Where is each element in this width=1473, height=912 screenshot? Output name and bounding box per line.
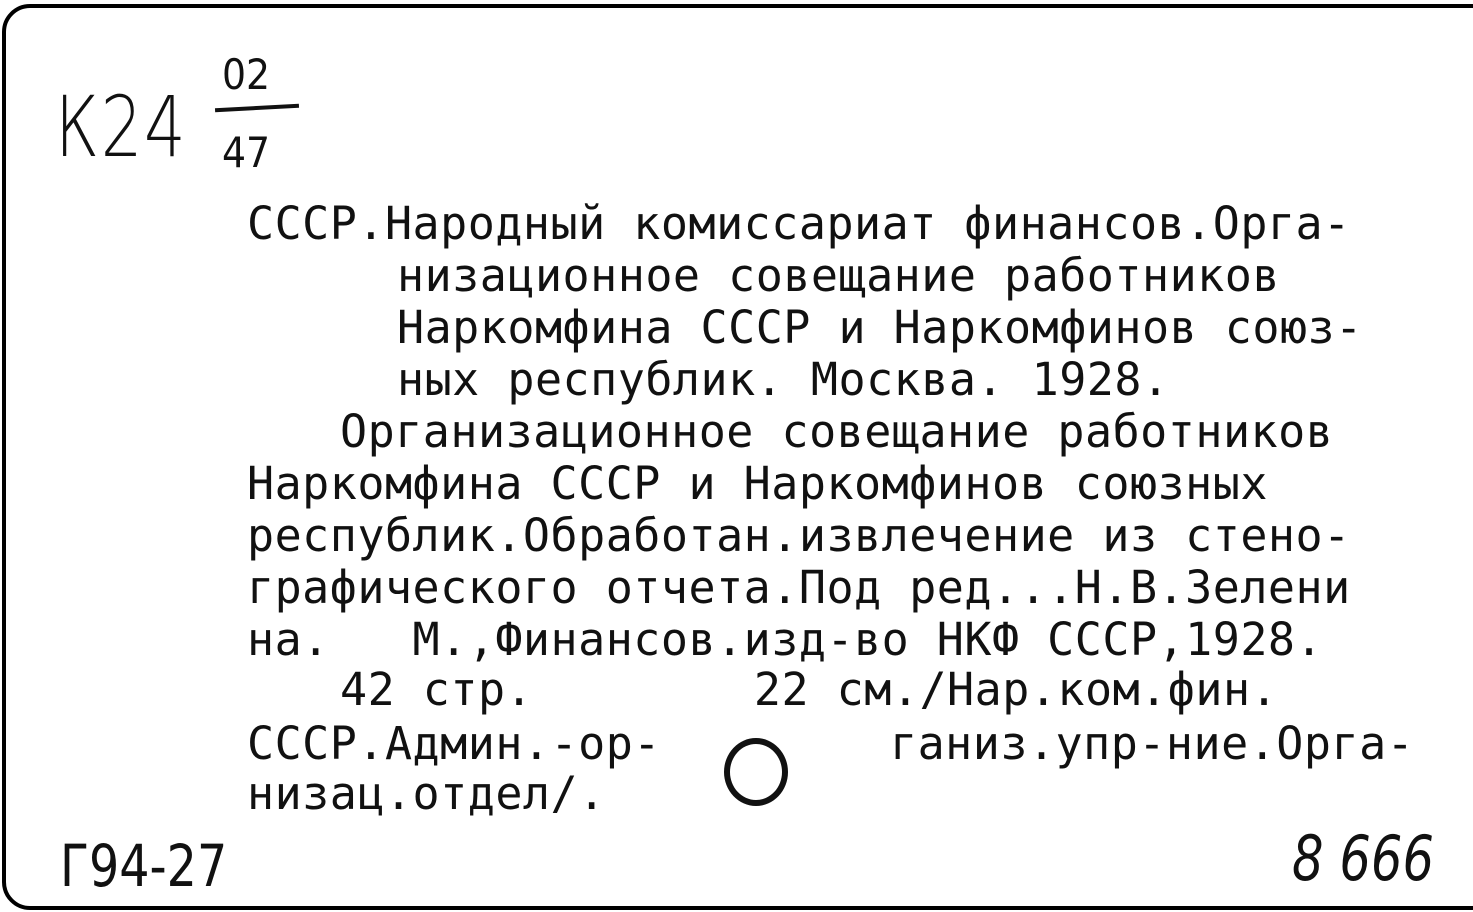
card-line-1: СССР.Народный комиссариат финансов.Орга- — [247, 197, 1351, 250]
card-line-6: Наркомфина СССР и Наркомфинов союзных — [247, 457, 1268, 510]
card-line-11-left: СССР.Админ.-ор- — [247, 717, 661, 770]
call-number-main: К24 — [55, 78, 188, 176]
card-line-7: республик.Обработан.извлечение из стено- — [247, 509, 1351, 562]
call-number-numerator: 02 — [222, 50, 271, 99]
card-line-10: 42 стр. 22 см./Нар.ком.фин. — [340, 663, 1279, 716]
card-line-8: графического отчета.Под ред...Н.В.Зелени — [247, 561, 1351, 614]
card-line-3: Наркомфина СССР и Наркомфинов союз- — [397, 301, 1363, 354]
card-line-5: Организационное совещание работников — [340, 405, 1334, 458]
call-number-denominator: 47 — [222, 128, 271, 177]
card-line-11-right: ганиз.упр-ние.Орга- — [890, 717, 1415, 770]
punch-hole — [724, 738, 788, 806]
bottom-right-annotation: 8 666 — [1292, 822, 1434, 895]
card-line-9: на. М.,Финансов.изд-во НКФ СССР,1928. — [247, 613, 1324, 666]
card-line-12: низац.отдел/. — [247, 767, 606, 820]
card-line-4: ных республик. Москва. 1928. — [397, 353, 1170, 406]
card-line-2: низационное совещание работников — [397, 249, 1280, 302]
bottom-left-annotation: Г94-27 — [60, 832, 228, 900]
